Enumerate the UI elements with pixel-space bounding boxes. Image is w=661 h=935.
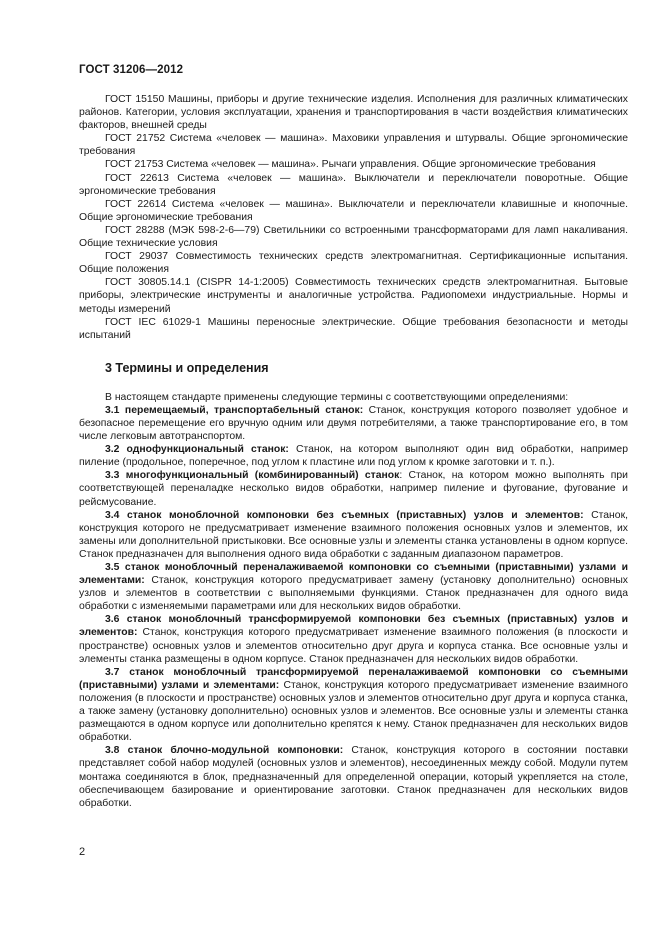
term-definition: : Станок, на котором можно выполнять при соответствующей переналадке несколько видов обработки, например пиление и фугование, фугование и рейсмусование. [79,470,628,508]
section-heading: 3 Термины и определения [105,360,269,375]
definition-item [79,469,628,508]
section-intro: В настоящем стандарте применены следующие термины с соответствующими определениями: [105,391,569,403]
normative-references-list [79,93,628,342]
term-name: 3.8 станок блочно-модульной компоновки: [105,745,344,757]
term-definition: Станок, конструкция которого предусматривает замену (установку дополнительно) основных узлов и элементов в соответствии с выполняемыми функциями. Станок предназначен для одного вида обработки с изменяемыми параметрами или для нескольких видов обработки. [79,575,628,613]
reference-item: ГОСТ 29037 Совместимость технических средств электромагнитная. Сертификационные испытания. Общие положения [79,251,628,276]
definition-item [79,443,628,469]
reference-item: ГОСТ 22613 Система «человек — машина». Выключатели и переключатели поворотные. Общие эргономические требования [79,172,628,197]
term-definition: Станок, конструкция которого в состоянии поставки представляет собой набор модулей (основных узлов и элементов), несоединенных между собой. Модули путем монтажа соединяются в блок, предназначенный для определенной операции, который укрепляется на столе, обеспечивающем базирование и ориентирование заготовки. Станок предназначен для нескольких видов обработки. [79,745,628,809]
reference-item: ГОСТ 15150 Машины, приборы и другие технические изделия. Исполнения для различных климатических районов. Категории, условия эксплуатации, хранения и транспортирования в части воздействия климатических факторов, внешней среды [79,94,628,132]
term-name: 3.6 станок моноблочный трансформируемой компоновки без съемных (приставных) узлов и элементов: [79,614,628,639]
document-code-header: ГОСТ 31206—2012 [79,64,184,76]
reference-item: ГОСТ IEC 61029-1 Машины переносные электрические. Общие требования безопасности и методы испытаний [79,316,628,341]
term-definition: Станок, конструкция которого предусматривает изменение взаимного положения (в плоскости и пространстве) основных узлов и элементов относительно друг друга и корпуса станка. Все основные узлы и элементы станка размещены в одном корпусе. Станок предназначен для нескольких видов обработки. [79,627,628,665]
definition-item [79,744,628,809]
reference-item: ГОСТ 21753 Система «человек — машина». Рычаги управления. Общие эргономические требования [105,159,596,171]
term-name: 3.7 станок моноблочный трансформируемой переналаживаемой компоновки со съемными (приставными) узлами и элементами: [79,666,628,691]
term-name: 3.2 однофункциональный станок: [105,444,289,456]
definition-item [79,613,628,665]
term-definition: Станок, конструкция которого не предусматривает изменение взаимного положения основных узлов и элементов, их замены или дополнительной пристыковки. Все основные узлы и элементы станка установлены в одном корпусе. Станок предназначен для выполнения одного вида обработки с заданным диапазоном параметров. [79,509,628,560]
term-name: 3.4 станок моноблочной компоновки без съемных (приставных) узлов и элементов: [105,509,584,521]
reference-item: ГОСТ 22614 Система «человек — машина». Выключатели и переключатели клавишные и кнопочные. Общие эргономические требования [79,198,628,223]
term-definition: Станок, на котором выполняют один вид обработки, например пиление (продольное, поперечное, под углом к пластине или под углом к кромке заготовки и т. п.). [79,444,628,469]
reference-item: ГОСТ 30805.14.1 (CISPR 14-1:2005) Совместимость технических средств электромагнитная. Бытовые приборы, электрические инструменты и аналогичные устройства. Радиопомехи индустриальные. Нормы и методы измерений [79,277,628,315]
definitions-list [79,391,628,810]
definition-item [79,561,628,613]
term-definition: Станок, конструкция которого предусматривает изменение взаимного положения (в плоскости и пространстве) основных узлов и элементов относительно друг друга и корпуса станка, а также замену (установку дополнительно) основных узлов и элементов. Все основные узлы и элементы станка размещаются в одном корпусе или дополнительно крепятся к нему. Станок предназначен для нескольких видов обработки. [79,679,628,744]
definition-item [79,509,628,561]
definition-item [79,666,628,745]
term-name: 3.3 многофункциональный (комбинированный) станок [105,470,400,482]
page-number: 2 [79,846,86,858]
term-name: 3.1 перемещаемый, транспортабельный станок: [105,404,364,416]
page-content [79,93,628,810]
term-name: 3.5 станок моноблочный переналаживаемой компоновки со съемными (приставными) узлами и элементами: [79,562,628,587]
reference-item: ГОСТ 28288 (МЭК 598-2-6—79) Светильники со встроенными трансформаторами для ламп накаливания. Общие технические условия [79,224,628,250]
definition-item [79,404,628,443]
reference-item: ГОСТ 21752 Система «человек — машина». Маховики управления и штурвалы. Общие эргономические требования [79,133,628,158]
term-definition: Станок, конструкция которого позволяет удобное и безопасное перемещение его вручную одним или двумя потребителями, а также транспортирование его, в том числе легковым автотранспортом. [79,404,629,443]
